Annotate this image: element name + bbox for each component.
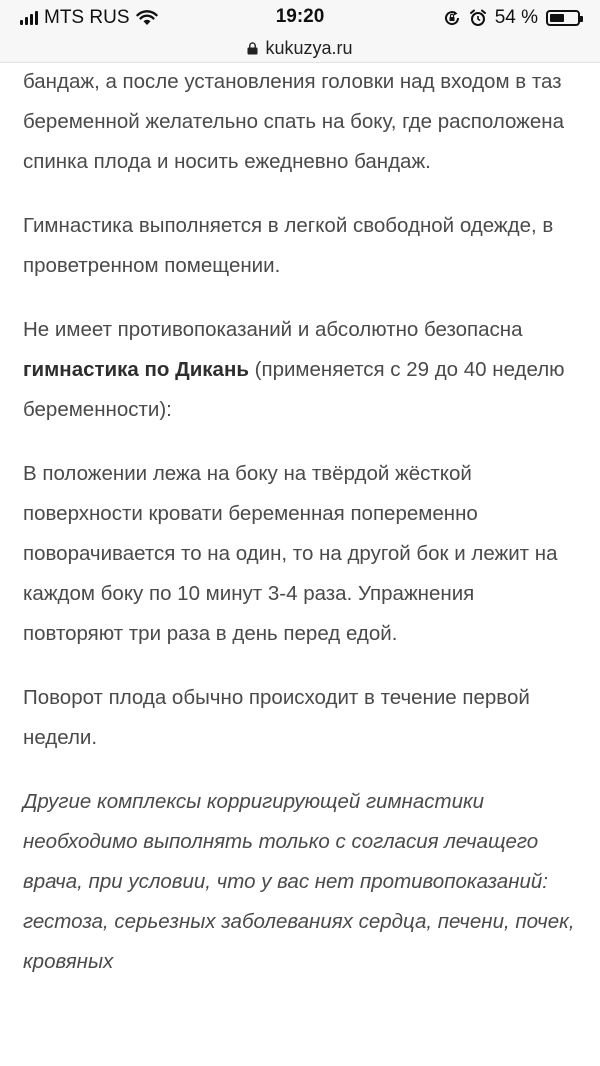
lock-icon bbox=[247, 42, 258, 55]
article-content bbox=[23, 62, 580, 1006]
paragraph-dikan-before: Не имеет противопоказаний и абсолютно безопасна bbox=[23, 318, 523, 341]
battery-fill bbox=[550, 14, 564, 22]
paragraph-dikan-intro bbox=[23, 310, 580, 430]
status-right bbox=[443, 7, 580, 29]
paragraph-exercise: В положении лежа на боку на твёрдой жёсткой поверхности кровати беременная попеременно поворачивается то на один, то на другой бок и лежит на каждом боку по 10 минут 3-4 раза. Упражнения повторяют три раза в день перед едой. bbox=[23, 462, 558, 645]
battery-icon bbox=[546, 10, 580, 26]
paragraph-other-complexes: Другие комплексы корригирующей гимнастики необходимо выполнять только с согласия лечащего врача, при условии, что у вас нет противопоказаний: гестоза, серьезных заболеваниях сердца, печени, почек, кровяных bbox=[23, 790, 575, 973]
rotation-lock-icon bbox=[443, 9, 461, 27]
paragraph-clothing: Гимнастика выполняется в легкой свободной одежде, в проветренном помещении. bbox=[23, 214, 554, 277]
paragraph-rotation: Поворот плода обычно происходит в течение первой недели. bbox=[23, 686, 530, 749]
paragraph-dikan-bold: гимнастика по Дикань bbox=[23, 358, 249, 381]
address-bar[interactable] bbox=[0, 34, 600, 63]
carrier-name: MTS RUS bbox=[44, 7, 130, 28]
status-bar bbox=[0, 0, 600, 34]
paragraph-dikan-after: (применяется с 29 до 40 неделю беременности): bbox=[23, 358, 565, 421]
alarm-icon bbox=[469, 9, 487, 27]
paragraph-bandage: бандаж, а после установления головки над входом в таз беременной желательно спать на боку, где расположена спинка плода и носить ежедневно бандаж. bbox=[23, 70, 565, 173]
status-time: 19:20 bbox=[275, 6, 325, 27]
url-text: kukuzya.ru bbox=[265, 37, 353, 58]
battery-percent: 54 % bbox=[494, 7, 538, 28]
